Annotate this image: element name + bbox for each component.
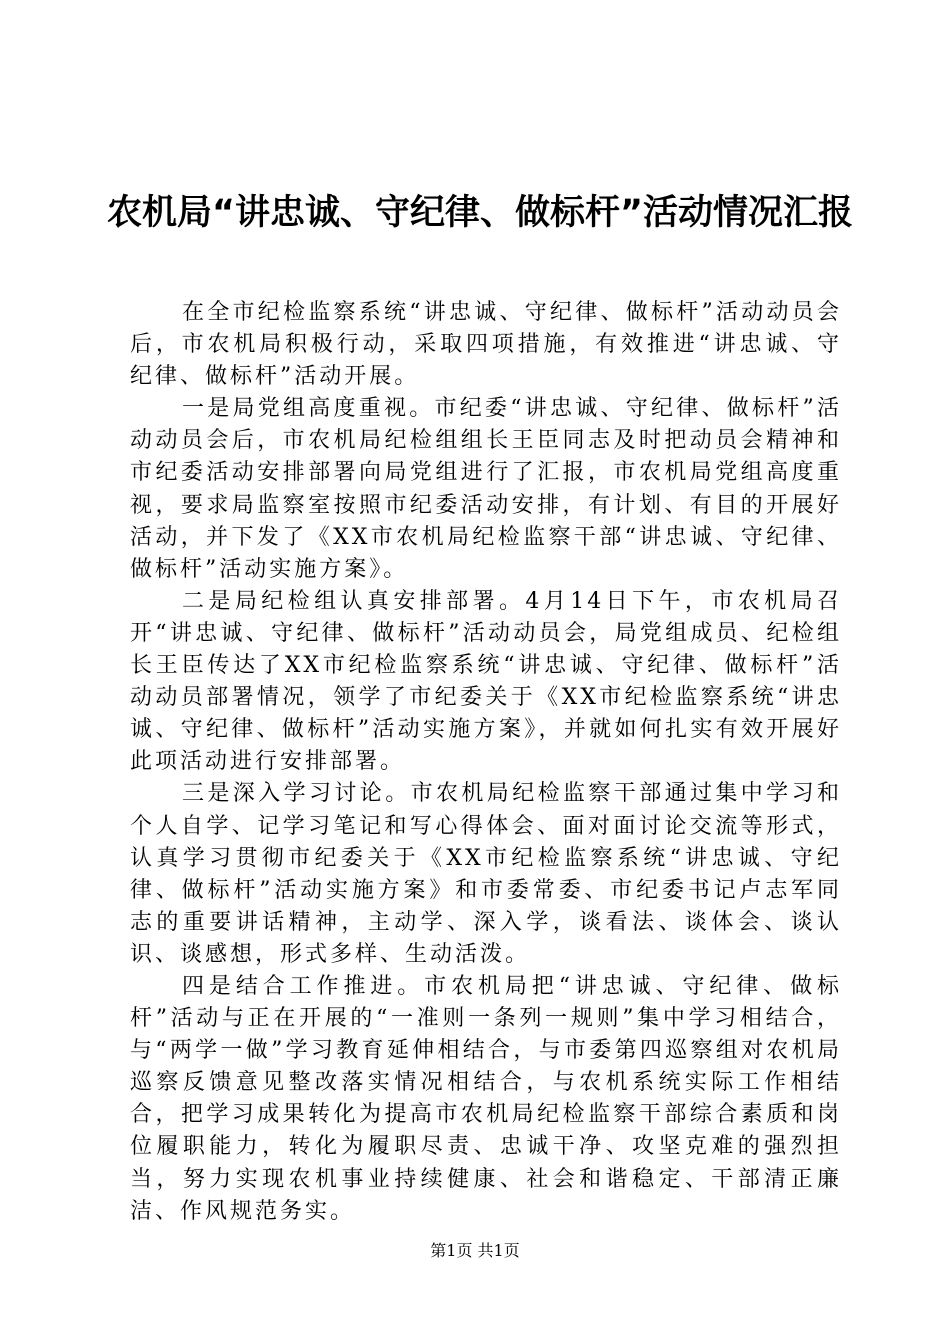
document-body <box>130 297 842 1228</box>
paragraph-measure-1: 一是局党组高度重视。市纪委“讲忠诚、守纪律、做标杆”活动动员会后，市农机局纪检组组长王臣同志及时把动员会精神和市纪委活动安排部署向局党组进行了汇报，市农机局党组高度重视，要求局监察室按照市纪委活动安排，有计划、有目的开展好活动，并下发了《XX市农机局纪检监察干部“讲忠诚、守纪律、做标杆”活动实施方案》。 <box>130 396 842 582</box>
paragraph-measure-4: 四是结合工作推进。市农机局把“讲忠诚、守纪律、做标杆”活动与正在开展的“一准则一条列一规则”集中学习相结合，与“两学一做”学习教育延伸相结合，与市委第四巡察组对农机局巡察反馈意见整改落实情况相结合，与农机系统实际工作相结合，把学习成果转化为提高市农机局纪检监察干部综合素质和岗位履职能力，转化为履职尽责、忠诚干净、攻坚克难的强烈担当，努力实现农机事业持续健康、社会和谐稳定、干部清正廉洁、作风规范务实。 <box>130 973 842 1224</box>
document-title: 农机局“讲忠诚、守纪律、做标杆”活动情况汇报 <box>106 193 853 234</box>
paragraph-measure-3: 三是深入学习讨论。市农机局纪检监察干部通过集中学习和个人自学、记学习笔记和写心得体会、面对面讨论交流等形式，认真学习贯彻市纪委关于《XX市纪检监察系统“讲忠诚、守纪律、做标杆”活动实施方案》和市委常委、市纪委书记卢志军同志的重要讲话精神，主动学、深入学，谈看法、谈体会、谈认识、谈感想，形式多样、生动活泼。 <box>130 781 842 967</box>
paragraph-measure-2: 二是局纪检组认真安排部署。4月14日下午，市农机局召开“讲忠诚、守纪律、做标杆”活动动员会，局党组成员、纪检组长王臣传达了XX市纪检监察系统“讲忠诚、守纪律、做标杆”活动动员部署情况，领学了市纪委关于《XX市纪检监察系统“讲忠诚、守纪律、做标杆”活动实施方案》，并就如何扎实有效开展好此项活动进行安排部署。 <box>130 588 842 775</box>
paragraph-intro: 在全市纪检监察系统“讲忠诚、守纪律、做标杆”活动动员会后，市农机局积极行动，采取四项措施，有效推进“讲忠诚、守纪律、做标杆”活动开展。 <box>130 300 842 390</box>
page-footer: 第1页 共1页 <box>430 1241 520 1260</box>
